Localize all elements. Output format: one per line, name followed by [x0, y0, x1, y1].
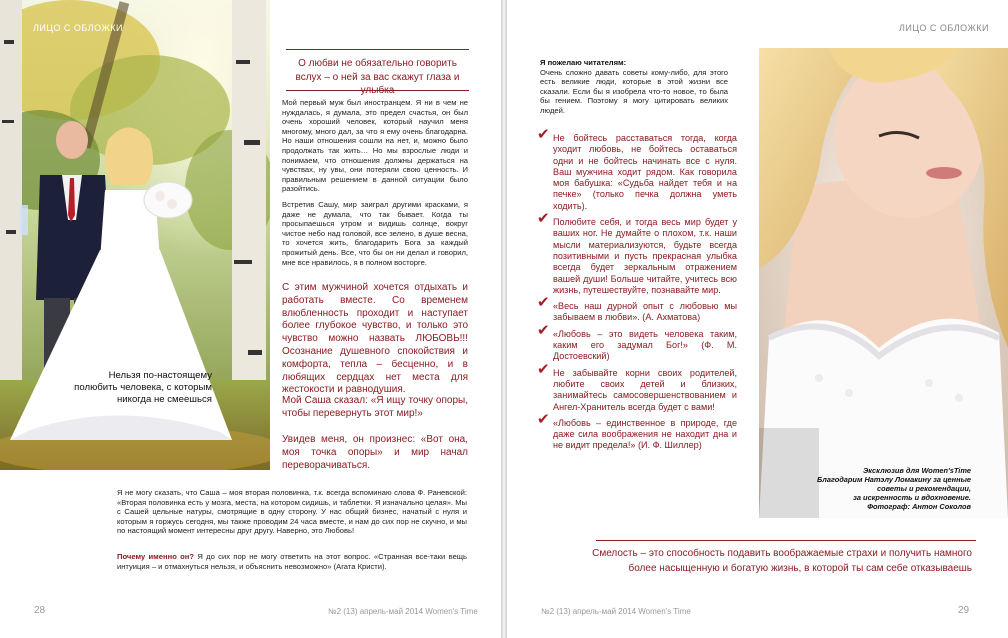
pull-quote: С этим мужчиной хочется отдыхать и работать вместе. Со временем влюбленность проходит и наступает более глубокое чувство, и только это чувство можно назвать ЛЮБОВЬ!!! Осознание душевного спокойствия и комфорта, тепла – бесценно, и в любящих сердцах нет места для жестокости и равнодушия.	[282, 282, 468, 396]
list-item	[537, 359, 737, 413]
list-item	[537, 209, 737, 296]
bottom-paragraph: Я не могу сказать, что Саша – моя вторая половинка, т.к. всегда вспоминаю слова Ф. Раневской: «Вторая половинка есть у мозга, места, на котором сидишь, и таблетки. Я изначально целая». Мы с Сашей цельные натуры, смотрящие в одну сторону. У нас общий бизнес, начатый с нуля и которым я горжусь сегодня, мы также проводим 24 часа вместе, и нам до сих пор не скучно, и мы по настоящий момент интересны друг другу. Наверно, это Любовь!	[117, 488, 467, 536]
body-column	[282, 98, 468, 273]
checkmark-icon: ✔	[537, 125, 550, 143]
pull-quote: Увидев меня, он произнес: «Вот она, моя точка опоры» и мир начал переворачиваться.	[282, 434, 468, 471]
bottom-quote: Смелость – это способность подавить воображаемые страхи и получить намного более насыщенную и богатую жизнь, в которой ты сам себе отказываешь	[592, 548, 972, 574]
list-item	[537, 320, 737, 363]
credit-line: Эксклюзив для Women'sTime	[863, 466, 971, 475]
checkmark-icon: ✔	[537, 293, 550, 312]
wish-heading: Я пожелаю читателям:	[540, 58, 627, 67]
pull-quote: Мой Саша сказал: «Я ищу точку опоры, чтобы перевернуть этот мир!»	[282, 395, 468, 419]
qa-answer: Я до сих пор не могу ответить на этот вопрос. «Странная все-таки вещь интуиция – и отмахнуться нельзя, и объяснить невозможно» (Агата Кристи).	[117, 552, 467, 571]
qa-block	[117, 552, 467, 571]
credit-line: Благодарим Натэлу Ломакину за ценные	[816, 475, 971, 484]
footer: №2 (13) апрель-май 2014 Women's Time	[541, 607, 691, 616]
page-number: 28	[34, 605, 46, 616]
cover-portrait-photo	[759, 48, 1008, 518]
paragraph: Встретив Сашу, мир заиграл другими красками, я даже не думала, что так бывает. Когда ты просыпаешься утром и видишь солнце, вокруг чистое небо над головой, все зелено, в душе весна, то хочется жить, благодарить Бога за каждый прожитый день. Все, что бы он ни делал и говорил, мне все нравилось, я в полном восторге.	[282, 199, 468, 267]
credit-line: за искренность и вдохновение.	[853, 493, 971, 502]
section-label: ЛИЦО С ОБЛОЖКИ	[899, 23, 989, 33]
tip-text: Не забывайте корни своих родителей, любите своих детей и близких, занимайтесь самосовершенствованием и Ангел-Хранитель всегда будет с вами!	[553, 367, 737, 412]
left-page	[0, 0, 501, 638]
wish-text: Очень сложно давать советы кому-либо, для этого есть великие люди, которые в этой жизни все сказали. Если бы я изобрела что-то новое, то была бы гением. Поэтому я могу цитировать великих людей.	[540, 67, 728, 115]
checkmark-icon: ✔	[537, 320, 550, 339]
list-item	[537, 409, 737, 452]
wish-block	[540, 58, 728, 116]
qa-question: Почему именно он?	[117, 552, 195, 561]
top-rule	[286, 49, 469, 50]
photo-credits	[795, 466, 971, 511]
footer: №2 (13) апрель-май 2014 Women's Time	[328, 607, 478, 616]
credit-line: Фотограф: Антон Соколов	[867, 502, 971, 511]
checkmark-icon: ✔	[537, 209, 550, 228]
checkmark-icon: ✔	[537, 359, 550, 378]
page-number: 29	[958, 605, 970, 616]
lead-quote: О любви не обязательно говорить вслух – о ней за вас скажут глаза и	[295, 58, 460, 83]
tip-text: «Любовь – это видеть человека таким, каким его задумал Бог!» (Ф. М. Достоевский)	[553, 328, 737, 362]
tips-list	[537, 125, 737, 457]
list-item	[537, 125, 737, 212]
credit-line: советы и рекомендации,	[877, 484, 971, 493]
section-label: ЛИЦО С ОБЛОЖКИ	[33, 23, 123, 33]
paragraph: Мой первый муж был иностранцем. Я ни в чем не нуждалась, я думала, это предел счастья, он был очень хороший человек, который научил меня многому, много дал, за что я ему очень благодарна. Но наши отношения сошли на нет, и, можно было продолжать так жить… Но мы взрослые люди и понимаем, что отношения должны держаться на чувствах, ну увы, они потеряли свою ценность. И правильным решением в данной ситуации было разойтись.	[282, 98, 468, 194]
tip-text: «Любовь – единственное в природе, где даже сила воображения не находит дна и не видит предела!» (И. Ф. Шиллер)	[553, 417, 737, 451]
tip-text: Не бойтесь расставаться тогда, когда уходит любовь, не бойтесь оставаться одни и не бойтесь начинать все с нуля. Ваш мужчина ходит рядом. Как говорила моя бабушка: «Судьба найдет тебя и на печке» (только печка должна уметь ходить).	[553, 133, 737, 211]
photo-caption: Нельзя по-настоящему полюбить человека, с которым никогда не смеешься	[74, 370, 212, 406]
checkmark-icon: ✔	[537, 409, 550, 428]
tip-text: Полюбите себя, и тогда весь мир будет у ваших ног. Не думайте о плохом, т.к. наши мысли материализуются, будьте всегда позитивными и пусть прекрасная улыбка всегда будет зеркальным отражением вашей души! Больше читайте, учитесь всю жизнь, путешествуйте, познавайте мир.	[553, 217, 737, 295]
bottom-rule	[286, 90, 469, 91]
list-item	[537, 293, 737, 324]
quote-rule	[596, 540, 976, 541]
tip-text: «Весь наш дурной опыт с любовью мы забываем в любви». (А. Ахматова)	[553, 301, 737, 323]
